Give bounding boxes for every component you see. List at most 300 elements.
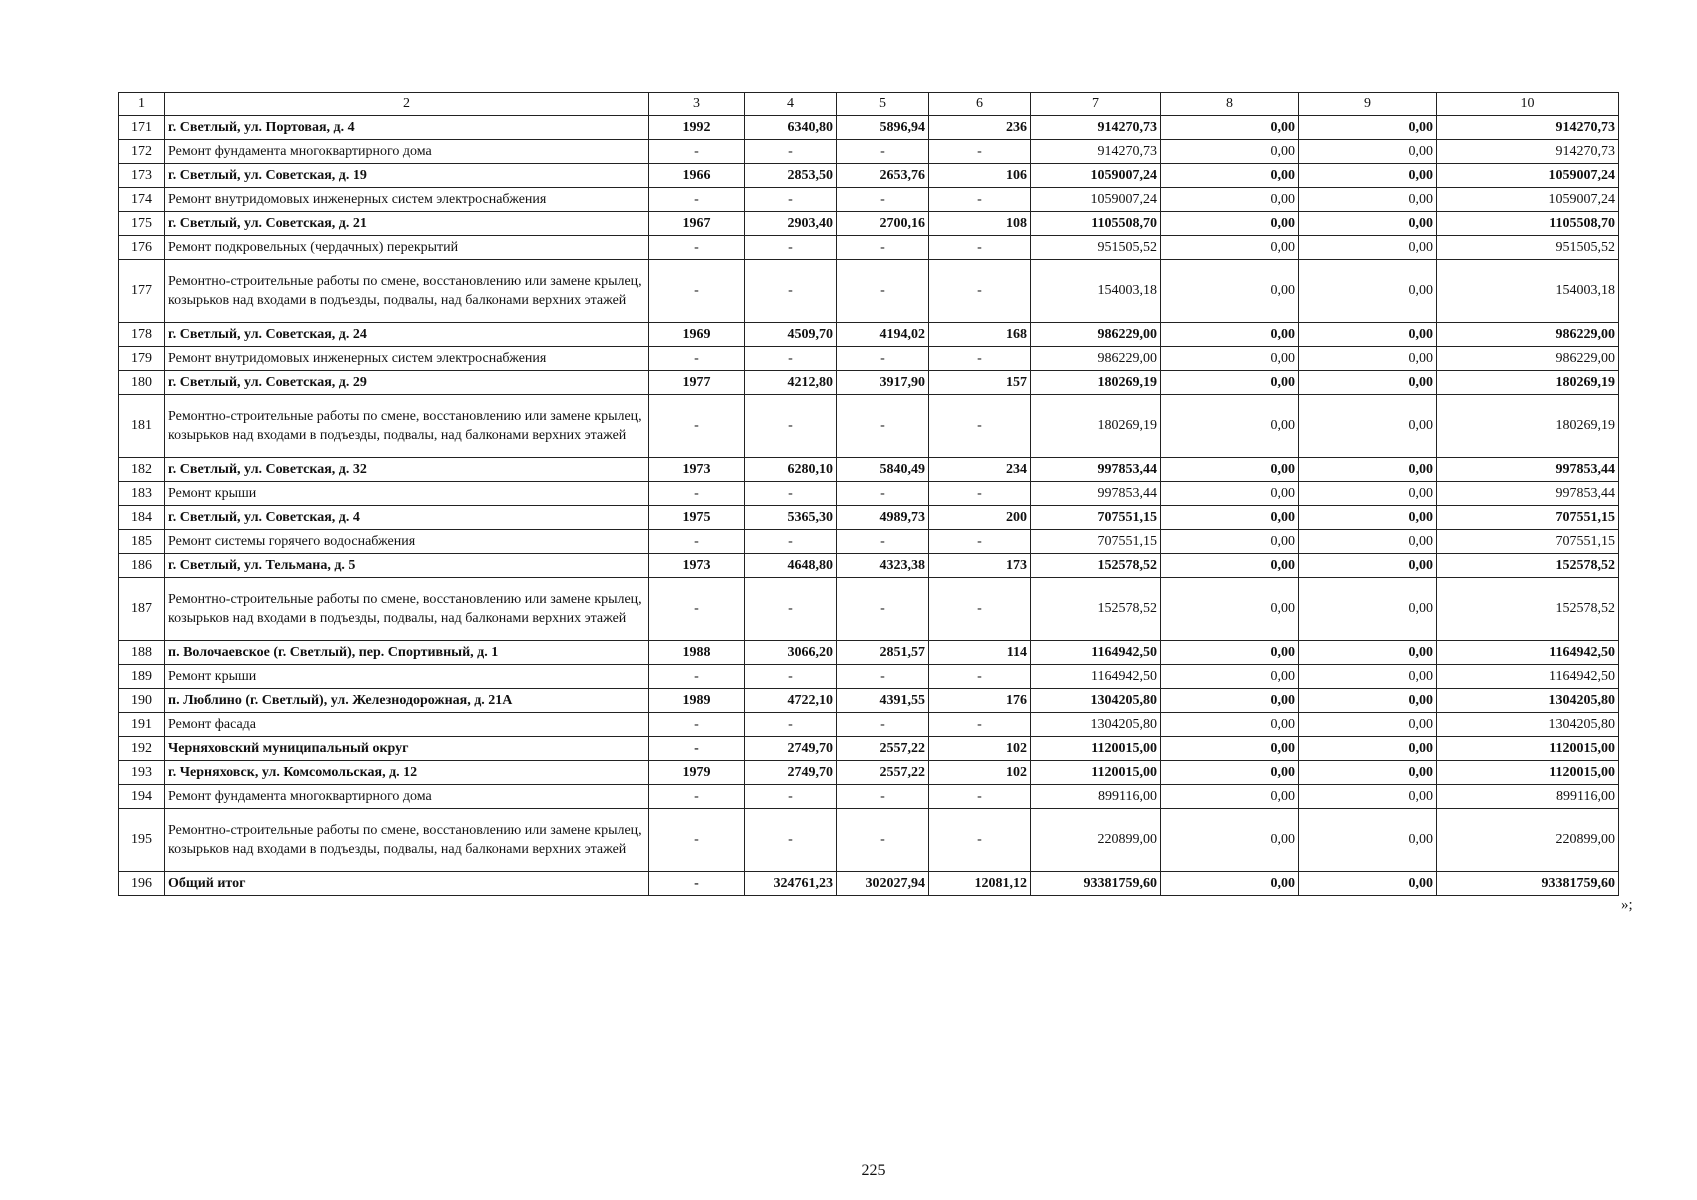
cell-row-number: 179 [119,347,165,371]
cell-total-area: 2749,70 [745,761,837,785]
cell-row-number: 182 [119,458,165,482]
cell-total-area: 5365,30 [745,506,837,530]
cell-row-number: 181 [119,395,165,458]
cell-final-cost: 180269,19 [1437,395,1619,458]
cell-total-cost: 707551,15 [1031,530,1161,554]
cell-build-year: - [649,530,745,554]
cell-final-cost: 1105508,70 [1437,212,1619,236]
cell-fund-cost: 0,00 [1161,578,1299,641]
cell-total-cost: 180269,19 [1031,395,1161,458]
cell-build-year: - [649,713,745,737]
cell-total-cost: 1105508,70 [1031,212,1161,236]
cell-row-number: 194 [119,785,165,809]
cell-item-name: Ремонт системы горячего водоснабжения [165,530,649,554]
table-row [119,164,1619,188]
table-row [119,260,1619,323]
cell-total-area: 6280,10 [745,458,837,482]
cell-fund-cost: 0,00 [1161,140,1299,164]
cell-build-year: - [649,188,745,212]
cell-build-year: - [649,665,745,689]
cell-living-area: - [837,713,929,737]
cell-total-cost: 1304205,80 [1031,713,1161,737]
cell-other-cost: 0,00 [1299,761,1437,785]
cell-fund-cost: 0,00 [1161,371,1299,395]
column-header-3: 3 [649,93,745,116]
cell-item-name: г. Светлый, ул. Советская, д. 29 [165,371,649,395]
cell-residents-count: 102 [929,761,1031,785]
cell-final-cost: 1304205,80 [1437,689,1619,713]
cell-fund-cost: 0,00 [1161,713,1299,737]
table-row [119,140,1619,164]
table-row [119,116,1619,140]
cell-item-name: г. Светлый, ул. Советская, д. 19 [165,164,649,188]
cell-total-cost: 997853,44 [1031,458,1161,482]
cell-item-name: Ремонтно-строительные работы по смене, восстановлению или замене крылец, козырьков над входами в подъезды, подвалы, над балконами верхних этажей [165,395,649,458]
cell-total-cost: 951505,52 [1031,236,1161,260]
table-row [119,371,1619,395]
cell-living-area: 2557,22 [837,737,929,761]
table-row [119,506,1619,530]
cell-final-cost: 899116,00 [1437,785,1619,809]
cell-final-cost: 1304205,80 [1437,713,1619,737]
cell-build-year: - [649,872,745,896]
table-row [119,395,1619,458]
cell-other-cost: 0,00 [1299,713,1437,737]
cell-residents-count: - [929,785,1031,809]
cell-other-cost: 0,00 [1299,371,1437,395]
column-header-1: 1 [119,93,165,116]
cell-residents-count: 236 [929,116,1031,140]
cell-other-cost: 0,00 [1299,737,1437,761]
cell-row-number: 184 [119,506,165,530]
cell-fund-cost: 0,00 [1161,458,1299,482]
cell-fund-cost: 0,00 [1161,482,1299,506]
table-row [119,689,1619,713]
cell-total-area: - [745,236,837,260]
column-header-2: 2 [165,93,649,116]
cell-row-number: 188 [119,641,165,665]
column-header-9: 9 [1299,93,1437,116]
cell-build-year: 1973 [649,458,745,482]
cell-item-name: Черняховский муниципальный округ [165,737,649,761]
cell-total-area: - [745,188,837,212]
cell-row-number: 185 [119,530,165,554]
cell-living-area: - [837,530,929,554]
cell-residents-count: 176 [929,689,1031,713]
cell-fund-cost: 0,00 [1161,761,1299,785]
cell-total-area: - [745,665,837,689]
cell-living-area: - [837,785,929,809]
cell-residents-count: - [929,578,1031,641]
cell-final-cost: 997853,44 [1437,482,1619,506]
cell-fund-cost: 0,00 [1161,260,1299,323]
cell-total-area: 4722,10 [745,689,837,713]
cell-total-area: 4648,80 [745,554,837,578]
cell-total-area: 2903,40 [745,212,837,236]
cell-other-cost: 0,00 [1299,872,1437,896]
cell-build-year: - [649,260,745,323]
cell-final-cost: 1164942,50 [1437,641,1619,665]
cell-total-area: - [745,260,837,323]
cell-row-number: 173 [119,164,165,188]
cell-final-cost: 220899,00 [1437,809,1619,872]
cell-residents-count: 200 [929,506,1031,530]
cell-total-cost: 997853,44 [1031,482,1161,506]
cell-other-cost: 0,00 [1299,140,1437,164]
cell-item-name: г. Светлый, ул. Советская, д. 21 [165,212,649,236]
cell-item-name: г. Светлый, ул. Советская, д. 24 [165,323,649,347]
cell-row-number: 174 [119,188,165,212]
cell-residents-count: - [929,347,1031,371]
cell-fund-cost: 0,00 [1161,506,1299,530]
cell-item-name: Ремонт внутридомовых инженерных систем электроснабжения [165,188,649,212]
cell-living-area: 2700,16 [837,212,929,236]
cell-total-cost: 986229,00 [1031,347,1161,371]
cell-total-area: 4212,80 [745,371,837,395]
cell-final-cost: 1059007,24 [1437,188,1619,212]
cell-item-name: п. Волочаевское (г. Светлый), пер. Спортивный, д. 1 [165,641,649,665]
cell-row-number: 189 [119,665,165,689]
cell-living-area: - [837,140,929,164]
cell-final-cost: 914270,73 [1437,140,1619,164]
cell-item-name: Ремонт крыши [165,665,649,689]
cell-final-cost: 152578,52 [1437,578,1619,641]
cell-row-number: 171 [119,116,165,140]
cell-total-area: - [745,578,837,641]
column-header-8: 8 [1161,93,1299,116]
cell-build-year: - [649,737,745,761]
cell-total-area: - [745,395,837,458]
cell-item-name: г. Светлый, ул. Портовая, д. 4 [165,116,649,140]
cell-living-area: 5896,94 [837,116,929,140]
cell-build-year: - [649,785,745,809]
cell-living-area: - [837,578,929,641]
table-row [119,188,1619,212]
cell-other-cost: 0,00 [1299,260,1437,323]
table-row [119,530,1619,554]
table-row [119,713,1619,737]
cell-residents-count: - [929,809,1031,872]
cell-build-year: 1975 [649,506,745,530]
cell-row-number: 180 [119,371,165,395]
cell-row-number: 177 [119,260,165,323]
table-body [119,93,1619,896]
cell-living-area: - [837,482,929,506]
cell-residents-count: 157 [929,371,1031,395]
cell-total-cost: 1059007,24 [1031,164,1161,188]
cell-final-cost: 1164942,50 [1437,665,1619,689]
cell-build-year: 1989 [649,689,745,713]
cell-living-area: - [837,188,929,212]
cell-living-area: - [837,260,929,323]
cell-build-year: 1979 [649,761,745,785]
cell-fund-cost: 0,00 [1161,236,1299,260]
cell-build-year: 1967 [649,212,745,236]
table-row [119,578,1619,641]
column-header-10: 10 [1437,93,1619,116]
cell-fund-cost: 0,00 [1161,395,1299,458]
cell-final-cost: 1059007,24 [1437,164,1619,188]
column-header-5: 5 [837,93,929,116]
cell-final-cost: 152578,52 [1437,554,1619,578]
cell-living-area: - [837,236,929,260]
cell-row-number: 191 [119,713,165,737]
cell-other-cost: 0,00 [1299,530,1437,554]
cell-total-area: - [745,140,837,164]
cell-total-cost: 1059007,24 [1031,188,1161,212]
cell-fund-cost: 0,00 [1161,554,1299,578]
cell-final-cost: 154003,18 [1437,260,1619,323]
cell-build-year: 1992 [649,116,745,140]
cell-item-name: г. Черняховск, ул. Комсомольская, д. 12 [165,761,649,785]
cell-item-name: Ремонт внутридомовых инженерных систем электроснабжения [165,347,649,371]
cell-build-year: 1977 [649,371,745,395]
cell-fund-cost: 0,00 [1161,116,1299,140]
cell-residents-count: - [929,665,1031,689]
cell-total-cost: 1120015,00 [1031,761,1161,785]
cell-residents-count: 106 [929,164,1031,188]
table-row [119,761,1619,785]
table-row [119,236,1619,260]
cell-item-name: Ремонт крыши [165,482,649,506]
cell-row-number: 187 [119,578,165,641]
cell-other-cost: 0,00 [1299,785,1437,809]
cell-row-number: 175 [119,212,165,236]
cell-total-area: 2853,50 [745,164,837,188]
cell-other-cost: 0,00 [1299,323,1437,347]
cell-final-cost: 707551,15 [1437,506,1619,530]
cell-total-cost: 152578,52 [1031,554,1161,578]
cell-residents-count: - [929,260,1031,323]
table-row [119,458,1619,482]
cell-other-cost: 0,00 [1299,482,1437,506]
cell-build-year: 1966 [649,164,745,188]
cell-total-area: - [745,809,837,872]
cell-other-cost: 0,00 [1299,809,1437,872]
cell-row-number: 195 [119,809,165,872]
cell-fund-cost: 0,00 [1161,641,1299,665]
cell-living-area: 4323,38 [837,554,929,578]
cell-total-cost: 1120015,00 [1031,737,1161,761]
cell-item-name: Ремонт фундамента многоквартирного дома [165,785,649,809]
cell-row-number: 178 [119,323,165,347]
cell-other-cost: 0,00 [1299,212,1437,236]
cell-residents-count: - [929,530,1031,554]
cell-fund-cost: 0,00 [1161,347,1299,371]
cell-total-area: 324761,23 [745,872,837,896]
cell-fund-cost: 0,00 [1161,872,1299,896]
cell-row-number: 193 [119,761,165,785]
cell-total-cost: 899116,00 [1031,785,1161,809]
cell-living-area: - [837,347,929,371]
cell-item-name: г. Светлый, ул. Советская, д. 32 [165,458,649,482]
cell-living-area: 5840,49 [837,458,929,482]
cell-other-cost: 0,00 [1299,665,1437,689]
cell-residents-count: 173 [929,554,1031,578]
cell-other-cost: 0,00 [1299,395,1437,458]
cell-item-name: Ремонт подкровельных (чердачных) перекрытий [165,236,649,260]
cell-total-area: - [745,530,837,554]
cell-item-name: г. Светлый, ул. Советская, д. 4 [165,506,649,530]
cell-total-area: 2749,70 [745,737,837,761]
cell-final-cost: 997853,44 [1437,458,1619,482]
cell-fund-cost: 0,00 [1161,665,1299,689]
cell-build-year: - [649,140,745,164]
cell-residents-count: - [929,395,1031,458]
cell-item-name: г. Светлый, ул. Тельмана, д. 5 [165,554,649,578]
cell-other-cost: 0,00 [1299,164,1437,188]
table-row [119,809,1619,872]
cell-build-year: - [649,395,745,458]
cell-total-cost: 220899,00 [1031,809,1161,872]
cell-other-cost: 0,00 [1299,578,1437,641]
cell-total-cost: 152578,52 [1031,578,1161,641]
cell-total-cost: 1164942,50 [1031,665,1161,689]
cell-final-cost: 951505,52 [1437,236,1619,260]
cell-fund-cost: 0,00 [1161,188,1299,212]
cell-total-cost: 1164942,50 [1031,641,1161,665]
cell-total-area: 3066,20 [745,641,837,665]
table-row [119,212,1619,236]
cell-item-name: Ремонтно-строительные работы по смене, восстановлению или замене крылец, козырьков над входами в подъезды, подвалы, над балконами верхних этажей [165,260,649,323]
cell-final-cost: 914270,73 [1437,116,1619,140]
cell-other-cost: 0,00 [1299,116,1437,140]
table-row [119,665,1619,689]
cell-living-area: - [837,665,929,689]
cell-total-cost: 914270,73 [1031,116,1161,140]
cell-final-cost: 707551,15 [1437,530,1619,554]
cell-final-cost: 986229,00 [1437,323,1619,347]
cell-other-cost: 0,00 [1299,347,1437,371]
cell-build-year: 1988 [649,641,745,665]
cell-build-year: - [649,809,745,872]
cell-total-area: - [745,713,837,737]
cell-row-number: 183 [119,482,165,506]
cell-living-area: 2653,76 [837,164,929,188]
cell-build-year: - [649,347,745,371]
cell-other-cost: 0,00 [1299,506,1437,530]
cell-final-cost: 1120015,00 [1437,737,1619,761]
cell-row-number: 196 [119,872,165,896]
cell-residents-count: 168 [929,323,1031,347]
table-row [119,554,1619,578]
cell-final-cost: 986229,00 [1437,347,1619,371]
cell-total-cost: 707551,15 [1031,506,1161,530]
cell-total-cost: 914270,73 [1031,140,1161,164]
table-row [119,347,1619,371]
cell-build-year: - [649,236,745,260]
cell-residents-count: 234 [929,458,1031,482]
cell-build-year: - [649,482,745,506]
cell-residents-count: - [929,482,1031,506]
cell-fund-cost: 0,00 [1161,809,1299,872]
cell-residents-count: 108 [929,212,1031,236]
cell-other-cost: 0,00 [1299,641,1437,665]
cell-other-cost: 0,00 [1299,188,1437,212]
cell-living-area: 2557,22 [837,761,929,785]
cell-residents-count: - [929,713,1031,737]
cell-total-area: - [745,482,837,506]
capital-repair-table [118,92,1619,896]
cell-living-area: 4989,73 [837,506,929,530]
cell-item-name: п. Люблино (г. Светлый), ул. Железнодорожная, д. 21А [165,689,649,713]
cell-fund-cost: 0,00 [1161,164,1299,188]
cell-other-cost: 0,00 [1299,689,1437,713]
cell-residents-count: - [929,140,1031,164]
cell-item-name: Ремонтно-строительные работы по смене, восстановлению или замене крылец, козырьков над входами в подъезды, подвалы, над балконами верхних этажей [165,578,649,641]
cell-fund-cost: 0,00 [1161,785,1299,809]
cell-residents-count: 102 [929,737,1031,761]
cell-row-number: 176 [119,236,165,260]
cell-total-cost: 1304205,80 [1031,689,1161,713]
cell-residents-count: 114 [929,641,1031,665]
cell-living-area: - [837,395,929,458]
cell-fund-cost: 0,00 [1161,212,1299,236]
cell-other-cost: 0,00 [1299,236,1437,260]
cell-row-number: 186 [119,554,165,578]
cell-build-year: 1973 [649,554,745,578]
cell-fund-cost: 0,00 [1161,689,1299,713]
table-row [119,872,1619,896]
cell-build-year: 1969 [649,323,745,347]
cell-item-name: Общий итог [165,872,649,896]
cell-other-cost: 0,00 [1299,458,1437,482]
cell-living-area: 3917,90 [837,371,929,395]
cell-total-cost: 986229,00 [1031,323,1161,347]
cell-residents-count: 12081,12 [929,872,1031,896]
cell-item-name: Ремонт фасада [165,713,649,737]
cell-living-area: 302027,94 [837,872,929,896]
cell-total-area: 4509,70 [745,323,837,347]
cell-fund-cost: 0,00 [1161,323,1299,347]
cell-build-year: - [649,578,745,641]
cell-final-cost: 1120015,00 [1437,761,1619,785]
column-header-7: 7 [1031,93,1161,116]
cell-fund-cost: 0,00 [1161,737,1299,761]
cell-living-area: 4391,55 [837,689,929,713]
cell-row-number: 192 [119,737,165,761]
cell-final-cost: 93381759,60 [1437,872,1619,896]
table-row [119,641,1619,665]
cell-row-number: 172 [119,140,165,164]
cell-item-name: Ремонт фундамента многоквартирного дома [165,140,649,164]
cell-residents-count: - [929,236,1031,260]
cell-fund-cost: 0,00 [1161,530,1299,554]
cell-final-cost: 180269,19 [1437,371,1619,395]
column-header-4: 4 [745,93,837,116]
page-number: 225 [861,1162,886,1179]
table-row [119,737,1619,761]
cell-row-number: 190 [119,689,165,713]
cell-living-area: 4194,02 [837,323,929,347]
cell-item-name: Ремонтно-строительные работы по смене, восстановлению или замене крылец, козырьков над входами в подъезды, подвалы, над балконами верхних этажей [165,809,649,872]
table-row [119,482,1619,506]
cell-total-cost: 180269,19 [1031,371,1161,395]
cell-total-area: - [745,785,837,809]
column-header-6: 6 [929,93,1031,116]
cell-total-area: 6340,80 [745,116,837,140]
cell-other-cost: 0,00 [1299,554,1437,578]
table-row [119,785,1619,809]
cell-living-area: - [837,809,929,872]
closing-quote-mark: »; [1621,897,1633,913]
cell-total-area: - [745,347,837,371]
cell-living-area: 2851,57 [837,641,929,665]
table-header-row [119,93,1619,116]
cell-total-cost: 93381759,60 [1031,872,1161,896]
cell-residents-count: - [929,188,1031,212]
cell-total-cost: 154003,18 [1031,260,1161,323]
